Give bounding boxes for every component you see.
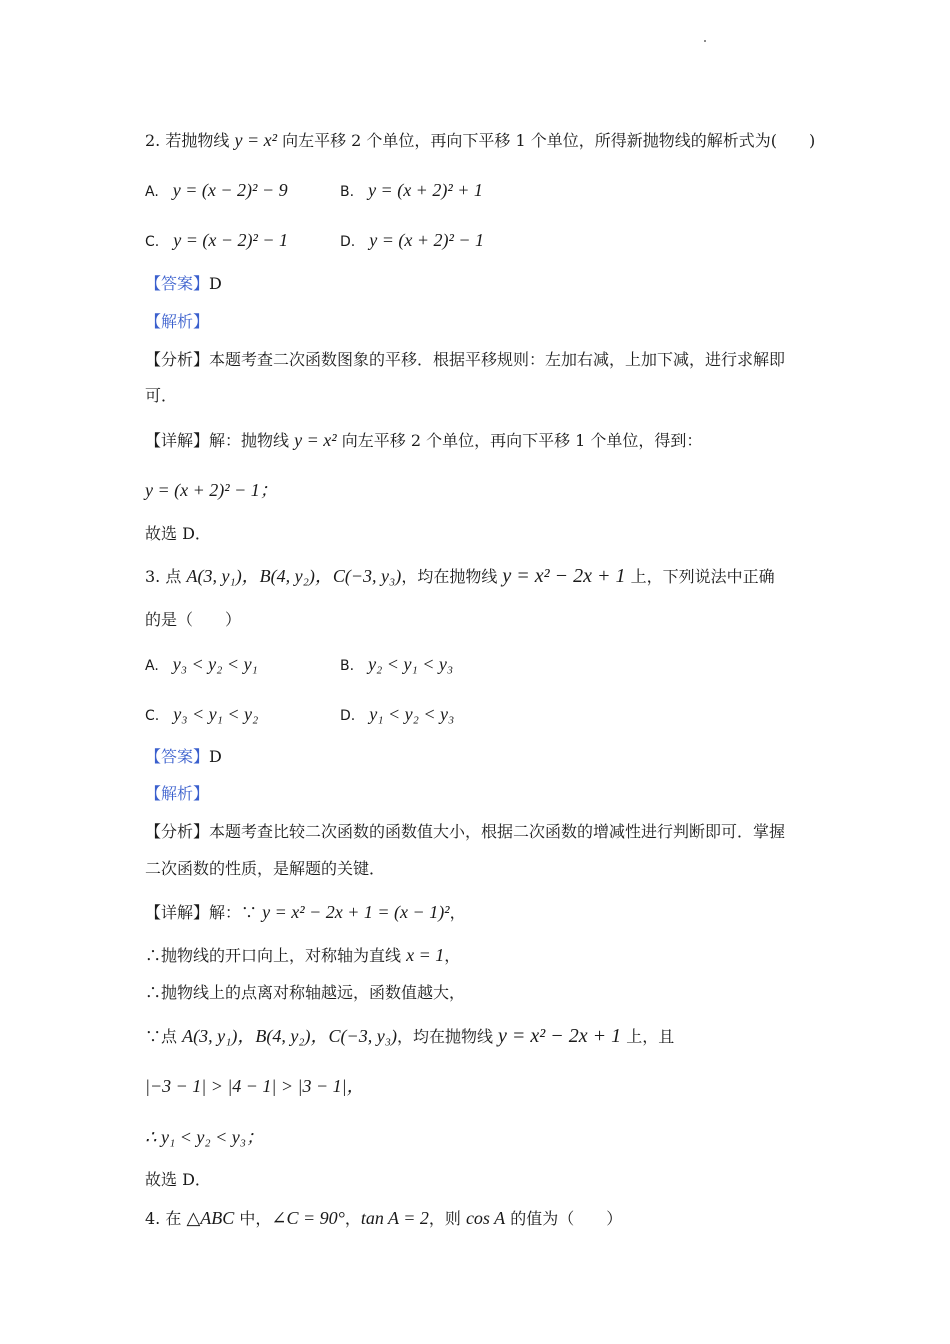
- detail-text: ，: [449, 903, 466, 922]
- detail-text: ∵点: [145, 1027, 183, 1046]
- analysis-tag: 【解析】: [145, 784, 210, 803]
- detail-inequality: |−3 − 1| > |4 − 1| > |3 − 1|，: [145, 1076, 365, 1096]
- option-label: C.: [145, 234, 160, 250]
- q3-stem: [145, 564, 775, 589]
- q3-option-c: [145, 702, 258, 728]
- q3-detail-3: [145, 981, 465, 1005]
- fenxi-tag: 【分析】: [145, 350, 210, 369]
- q4-stem-suffix: 的值为（ ）: [505, 1209, 623, 1228]
- q3-detail: [145, 900, 466, 925]
- q4-triangle: △ABC: [186, 1208, 235, 1228]
- fenxi-text-cont: 可．: [145, 386, 178, 405]
- fenxi-text-cont: 二次函数的性质，是解题的关键．: [145, 859, 386, 878]
- q3-detail-5: [145, 1074, 365, 1099]
- option-expr: y₂ < y₁ < y₃: [368, 654, 454, 674]
- q3-detail-2: [145, 943, 460, 968]
- q3-detail-4: [145, 1024, 674, 1049]
- q3-fenxi-cont: [145, 857, 385, 881]
- fenxi-text: 本题考查二次函数图象的平移．根据平移规则：左加右减，上加下减，进行求解即: [209, 350, 786, 369]
- q3-answer: [145, 745, 222, 769]
- detail-math: y = x² − 2x + 1 = (x − 1)²: [262, 902, 450, 922]
- q3-option-a: [145, 652, 258, 678]
- detail-text: ，均在抛物线: [396, 1027, 499, 1046]
- q2-option-d: [340, 228, 484, 254]
- option-expr: y = (x − 2)² − 9: [172, 180, 288, 200]
- q4-stem-text: ，: [344, 1209, 361, 1228]
- option-expr: y₃ < y₁ < y₂: [173, 704, 259, 724]
- q4-cos: cos A: [465, 1208, 506, 1228]
- option-label: B.: [340, 658, 355, 674]
- q3-stem-cont: [145, 608, 241, 632]
- detail-text: ∴抛物线的开口向上，对称轴为直线: [145, 946, 407, 965]
- q2-stem-suffix: 向左平移 2 个单位，再向下平移 1 个单位，所得新抛物线的解析式为( ): [276, 131, 816, 150]
- q2-detail: [145, 428, 702, 453]
- q2-answer: [145, 272, 222, 296]
- q3-conclusion: [145, 1168, 211, 1192]
- detail-text: ，: [444, 946, 461, 965]
- option-label: C.: [145, 708, 160, 724]
- detail-math: x = 1: [406, 945, 445, 965]
- q3-stem-suffix: 上，下列说法中正确: [625, 567, 775, 586]
- conclusion-text: 故选 D．: [145, 1170, 211, 1189]
- q4-stem-text: 中，: [234, 1209, 272, 1228]
- option-expr: y₁ < y₂ < y₃: [369, 704, 455, 724]
- answer-tag: 【答案】: [145, 274, 210, 293]
- answer-value: D: [209, 274, 222, 293]
- q3-detail-6: [145, 1125, 264, 1150]
- option-expr: y = (x + 2)² − 1: [369, 230, 485, 250]
- detail-points: A(3, y₁)，B(4, y₂)，C(−3, y₃): [182, 1026, 397, 1046]
- detail-tag: 【详解】: [145, 431, 210, 450]
- q2-fenxi-cont: [145, 384, 177, 408]
- q4-tan: tan A = 2: [360, 1208, 429, 1228]
- q3-stem-curve: y = x² − 2x + 1: [502, 565, 626, 587]
- q2-stem-math: y = x²: [234, 130, 277, 150]
- option-expr: y = (x − 2)² − 1: [173, 230, 289, 250]
- q3-fenxi: [145, 820, 785, 844]
- q4-angle: ∠C = 90°: [271, 1208, 345, 1228]
- option-label: A.: [145, 658, 159, 674]
- option-label: B.: [340, 184, 355, 200]
- q3-stem-cont-text: 的是（ ）: [145, 610, 242, 629]
- q2-detail-result: [145, 478, 278, 503]
- q3-option-d: [340, 702, 454, 728]
- q4-stem-text: ，则: [428, 1209, 466, 1228]
- answer-value: D: [209, 747, 222, 766]
- detail-result-math: ∴ y₁ < y₂ < y₃；: [145, 1127, 264, 1147]
- q3-stem-mid: ，均在抛物线: [401, 567, 503, 586]
- detail-math: y = x²: [294, 430, 337, 450]
- detail-text: 向左平移 2 个单位，再向下平移 1 个单位，得到：: [336, 431, 703, 450]
- detail-text: 解：抛物线: [209, 431, 295, 450]
- q2-option-c: [145, 228, 288, 254]
- q2-fenxi: [145, 348, 785, 372]
- detail-tag: 【详解】: [145, 903, 210, 922]
- q2-stem-prefix: 2. 若抛物线: [145, 131, 235, 150]
- detail-text: 解：∵: [209, 903, 263, 922]
- conclusion-text: 故选 D．: [145, 524, 211, 543]
- fenxi-tag: 【分析】: [145, 822, 210, 841]
- option-expr: y = (x + 2)² + 1: [368, 180, 483, 200]
- detail-result-math: y = (x + 2)² − 1；: [145, 480, 278, 500]
- page-mark-dot: [704, 40, 706, 42]
- analysis-tag: 【解析】: [145, 312, 210, 331]
- fenxi-text: 本题考查比较二次函数的函数值大小，根据二次函数的增减性进行判断即可．掌握: [209, 822, 786, 841]
- q2-option-a: [145, 178, 288, 204]
- q4-stem-prefix: 4. 在: [145, 1209, 187, 1228]
- q4-stem: [145, 1206, 622, 1231]
- q2-conclusion: [145, 522, 211, 546]
- answer-tag: 【答案】: [145, 747, 210, 766]
- detail-text: ∴抛物线上的点离对称轴越远，函数值越大，: [145, 983, 466, 1002]
- option-label: D.: [340, 234, 356, 250]
- option-expr: y₃ < y₂ < y₁: [172, 654, 258, 674]
- q3-stem-points: A(3, y₁)，B(4, y₂)，C(−3, y₃): [186, 566, 402, 586]
- q3-option-b: [340, 652, 453, 678]
- q2-stem: [145, 128, 815, 153]
- q3-stem-prefix: 3. 点: [145, 567, 187, 586]
- detail-curve: y = x² − 2x + 1: [498, 1025, 622, 1047]
- q3-analysis-tag: [145, 782, 209, 806]
- q2-analysis-tag: [145, 310, 209, 334]
- option-label: D.: [340, 708, 356, 724]
- option-label: A.: [145, 184, 159, 200]
- q2-option-b: [340, 178, 483, 204]
- detail-text: 上，且: [621, 1027, 675, 1046]
